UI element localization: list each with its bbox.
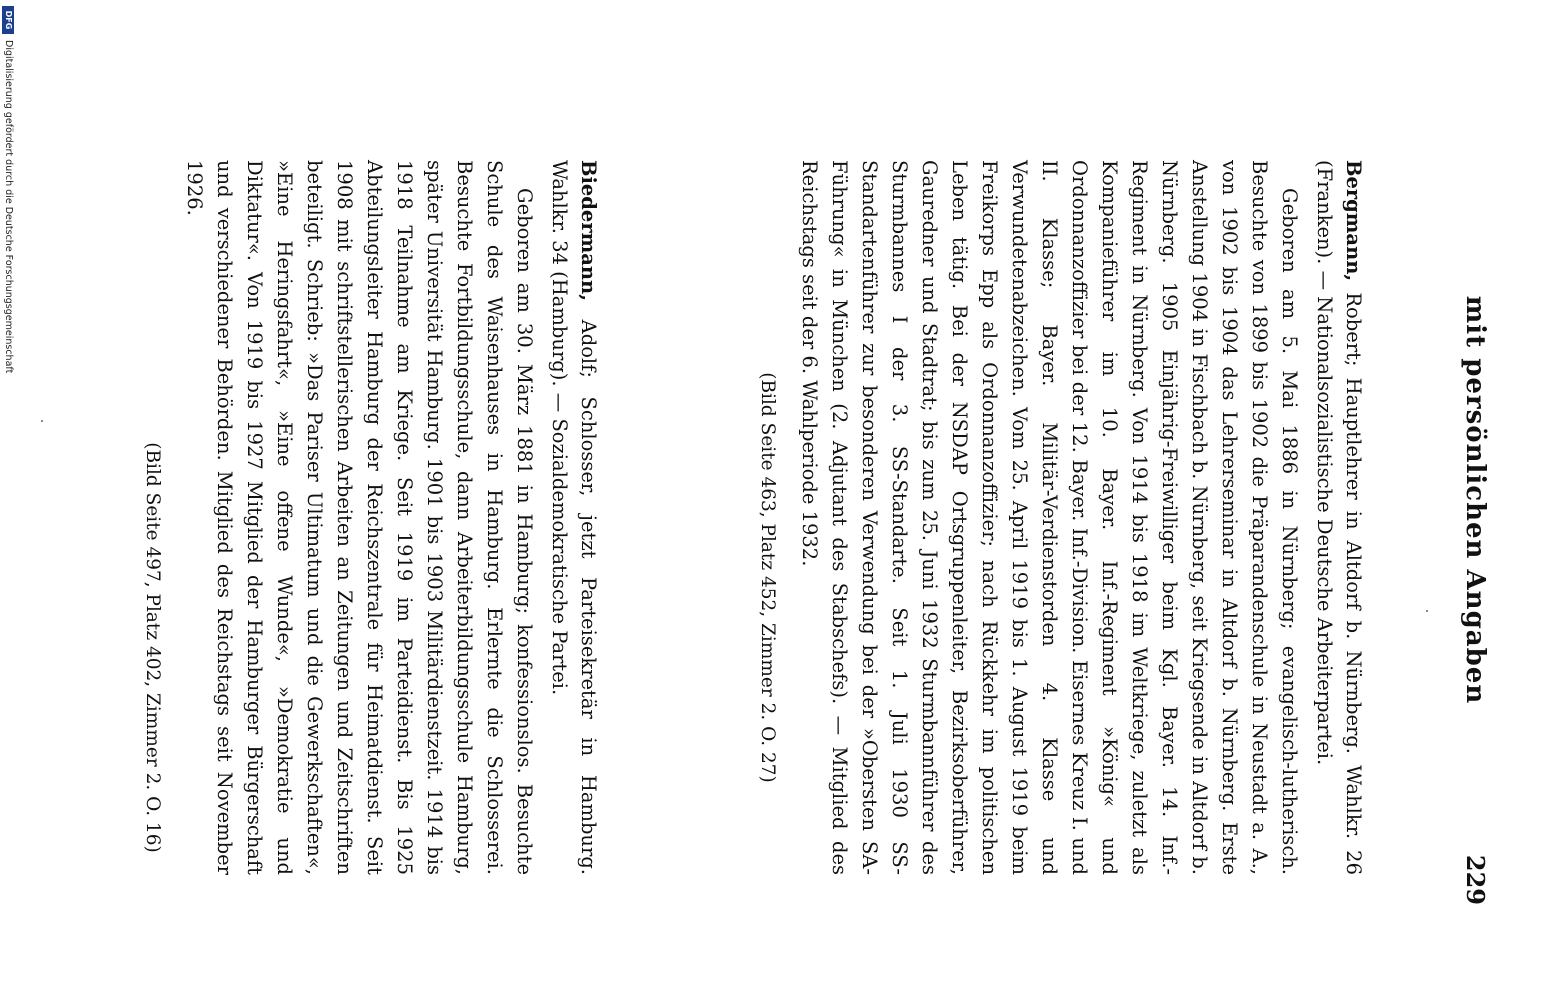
entry-name: Biedermann, [577, 160, 600, 302]
digitization-credit-text: Digitalisierung gefördert durch die Deutsche Forschungsgemeinschaft [3, 40, 14, 374]
running-head-title: mit persönlichen Angaben [1460, 295, 1490, 705]
entry-heading-details: Adolf; Schlosser, jetzt Parteisekretär in Hamburg. Wahlkr. 34 (Hamburg). — Sozialdemokratische Partei. [548, 160, 600, 875]
biography-entry-biedermann [142, 160, 603, 875]
entry-biography: Geboren am 30. März 1881 in Hamburg; konfessionslos. Besuchte Schule des Waisenhauses in Hamburg. Erlernte die Schlosserei. Besuchte Fortbildungsschule, dann Arbeiterbildungsschule Hamburg, später Universität Hamburg. 1901 bis 1903 Militärdienstzeit. 1914 bis 1918 Teilnahme am Kriege. Seit 1919 im Parteidienst. Bis 1925 Abteilungsleiter Hamburg der Reichszentrale für Heimatdienst. Seit 1908 mit schriftstellerischen Arbeiten an Zeitungen und Zeitschriften beteiligt. Schrieb: »Das Pariser Ultimatum und die Gewerkschaften«, »Eine Heringsfahrt«, »Eine offene Wunde«, »Demokratie und Diktatur«. Von 1919 bis 1927 Mitglied der Hamburger Bürgerschaft und verschiedener Behörden. Mitglied des Reichstags seit November 1926. [183, 160, 536, 875]
scan-speck [41, 420, 43, 422]
entry-photo-reference: (Bild Seite 463, Platz 452, Zimmer 2. O. 27) [757, 372, 778, 783]
entry-heading [1310, 160, 1368, 875]
entry-photo-reference: (Bild Seite 497, Platz 402, Zimmer 2. O. 16) [142, 442, 163, 853]
running-head [1450, 95, 1490, 905]
entry-heading [545, 160, 603, 875]
scan-speck [1426, 610, 1428, 612]
entry-biography: Geboren am 5. Mai 1886 in Nürnberg; evangelisch-lutherisch. Besuchte von 1899 bis 1902 die Präparandenschule in Neustadt a. A., von 1902 bis 1904 das Lehrerseminar in Altdorf b. Nürnberg. Erste Anstellung 1904 in Fischbach b. Nürnberg, seit Kriegsende in Altdorf b. Nürnberg. 1905 Einjährig-Freiwilliger beim Kgl. Bayer. 14. Inf.-Regiment in Nürnberg. Von 1914 bis 1918 im Weltkriege, zuletzt als Kompanieführer im 10. Bayer. Inf.-Regiment »König« und Ordonnanzoffizier bei der 12. Bayer. Inf.-Division. Eisernes Kreuz I. und II. Klasse; Bayer. Militär-Verdienstorden 4. Klasse und Verwundetenabzeichen. Vom 25. April 1919 bis 1. August 1919 beim Freikorps Epp als Ordonnanzoffizier; nach Rückkehr im politischen Leben tätig. Bei der NSDAP Ortsgruppenleiter, Bezirksoberführer, Gauredner und Stadtrat; bis zum 25. Juni 1932 Sturmbannführer des Sturmbannes I der 3. SS-Standarte. Seit 1. Juli 1930 SS-Standartenführer zur besonderen Verwendung bei der »Obersten SA-Führung« in München (2. Adjutant des Stabschefs). — Mitglied des Reichstags seit der 6. Wahlperiode 1932. [798, 160, 1301, 875]
digitization-credit [0, 0, 14, 1000]
biography-entry-bergmann [757, 160, 1368, 875]
dfg-logo: DFG [2, 6, 14, 34]
entry-name: Bergmann, [1342, 160, 1365, 282]
page-number: 229 [1461, 854, 1490, 905]
entry-heading-details: Robert; Hauptlehrer in Altdorf b. Nürnberg. Wahlkr. 26 (Franken). — Nationalsozialistische Deutsche Arbeiterpartei. [1313, 160, 1365, 875]
